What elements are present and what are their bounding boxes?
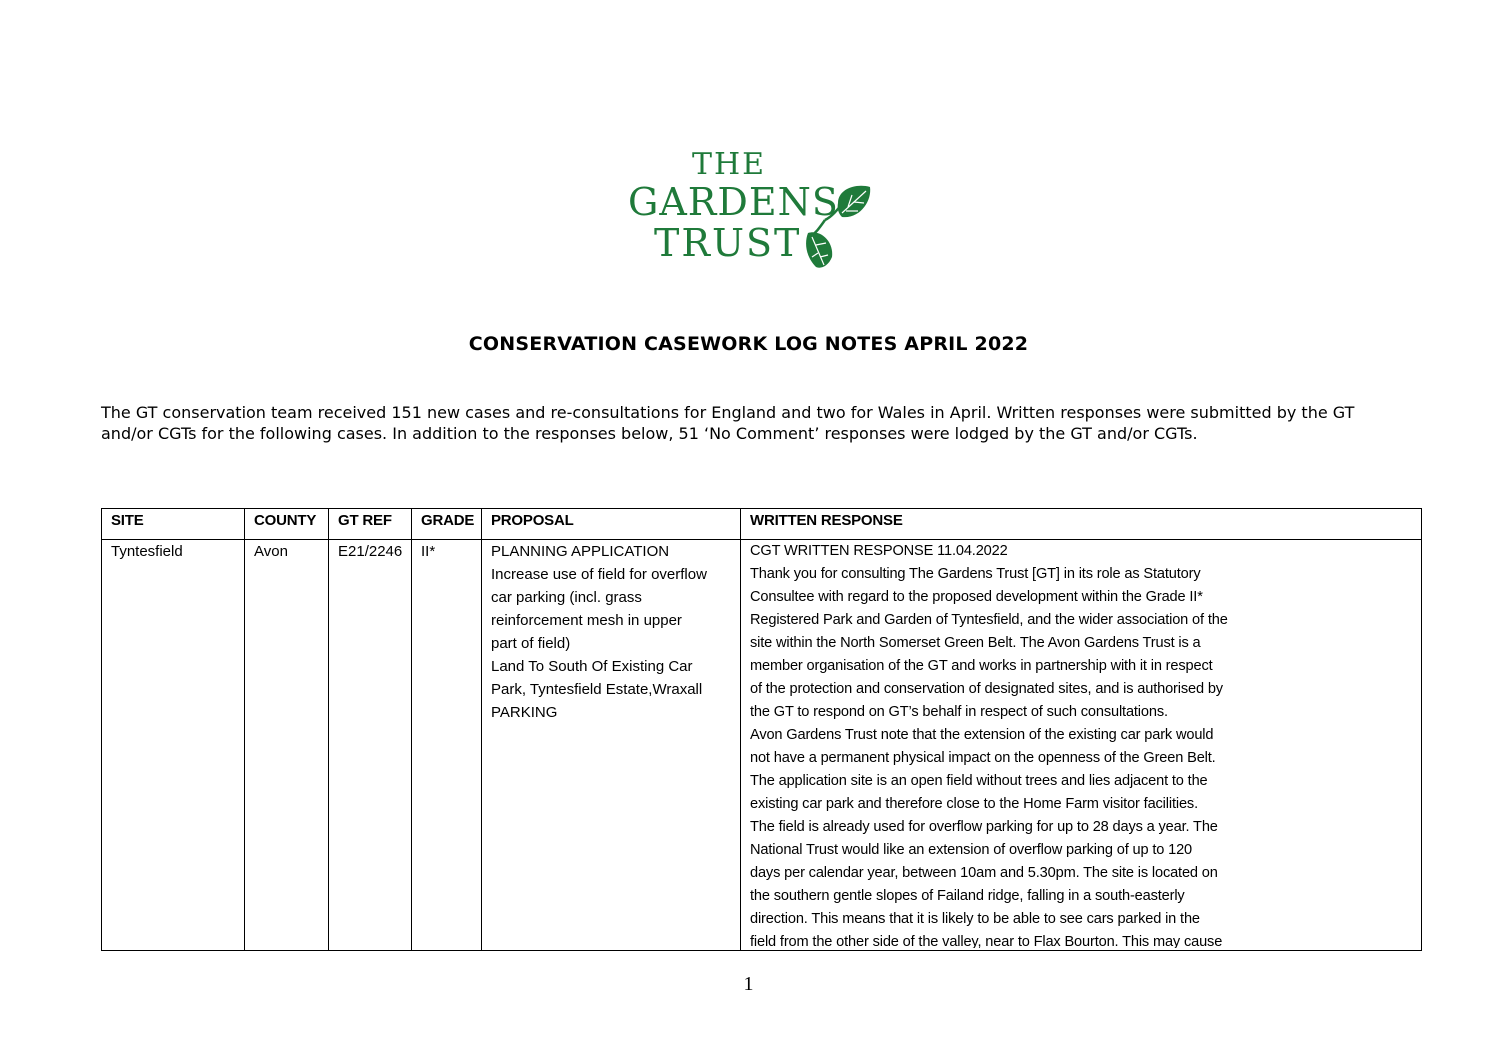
response-line: Consultee with regard to the proposed development within the Grade II* [750, 589, 1203, 605]
response-line: of the protection and conservation of designated sites, and is authorised by [750, 681, 1223, 697]
response-line: not have a permanent physical impact on the openness of the Green Belt. [750, 750, 1216, 766]
logo-word-gardens: GARDENS [628, 180, 839, 224]
cell-written-response [741, 540, 1422, 951]
proposal-line: PARKING [491, 704, 558, 721]
header-grade: GRADE [412, 509, 482, 540]
response-line: direction. This means that it is likely to be able to see cars parked in the [750, 911, 1200, 927]
response-line: the southern gentle slopes of Failand ridge, falling in a south-easterly [750, 888, 1185, 904]
response-line: days per calendar year, between 10am and 5.30pm. The site is located on [750, 865, 1218, 881]
response-line: Avon Gardens Trust note that the extension of the existing car park would [750, 727, 1214, 743]
header-county: COUNTY [245, 509, 329, 540]
proposal-line: car parking (incl. grass [491, 589, 642, 606]
response-line: The application site is an open field without trees and lies adjacent to the [750, 773, 1208, 789]
response-line: Registered Park and Garden of Tyntesfield, and the wider association of the [750, 612, 1228, 628]
response-line: the GT to respond on GT’s behalf in respect of such consultations. [750, 704, 1168, 720]
response-line: National Trust would like an extension of overflow parking of up to 120 [750, 842, 1193, 858]
response-line: The field is already used for overflow parking for up to 28 days a year. The [750, 819, 1218, 835]
cell-grade: II* [412, 540, 482, 951]
response-line: site within the North Somerset Green Belt. The Avon Gardens Trust is a [750, 635, 1201, 651]
proposal-line: Park, Tyntesfield Estate,Wraxall [491, 681, 703, 698]
response-line: CGT WRITTEN RESPONSE 11.04.2022 [750, 543, 1008, 559]
header-proposal: PROPOSAL [482, 509, 741, 540]
cell-gt-ref: E21/2246 [329, 540, 412, 951]
logo-word-trust: TRUST [654, 221, 802, 265]
proposal-line: Land To South Of Existing Car [491, 658, 693, 675]
page-number: 1 [743, 973, 754, 995]
intro-paragraph: The GT conservation team received 151 new cases and re-consultations for England and two for Wales in April. Written responses were submitted by the GT and/or CGTs for the following cases. In addition to the responses below, 51 ‘No Comment’ responses were lodged by the GT and/or CGTs. [101, 403, 1355, 443]
response-line: existing car park and therefore close to the Home Farm visitor facilities. [750, 796, 1198, 812]
cell-site: Tyntesfield [102, 540, 245, 951]
response-line: Thank you for consulting The Gardens Trust [GT] in its role as Statutory [750, 566, 1201, 582]
proposal-line: reinforcement mesh in upper [491, 612, 682, 629]
document-title: CONSERVATION CASEWORK LOG NOTES APRIL 2022 [468, 333, 1029, 355]
proposal-line: PLANNING APPLICATION [491, 543, 670, 560]
logo-word-the: THE [692, 147, 767, 182]
response-line: member organisation of the GT and works in partnership with it in respect [750, 658, 1213, 674]
table-header-row [102, 509, 1422, 540]
header-site: SITE [102, 509, 245, 540]
proposal-line: part of field) [491, 635, 571, 652]
response-line: field from the other side of the valley, near to Flax Bourton. This may cause [750, 934, 1223, 948]
cell-county: Avon [245, 540, 329, 951]
gardens-trust-logo [620, 145, 880, 275]
table-row [102, 540, 1422, 951]
header-gt-ref: GT REF [329, 509, 412, 540]
casework-table [101, 508, 1422, 951]
cell-proposal [482, 540, 741, 951]
proposal-line: Increase use of field for overflow [491, 566, 707, 583]
header-written-response: WRITTEN RESPONSE [741, 509, 1422, 540]
